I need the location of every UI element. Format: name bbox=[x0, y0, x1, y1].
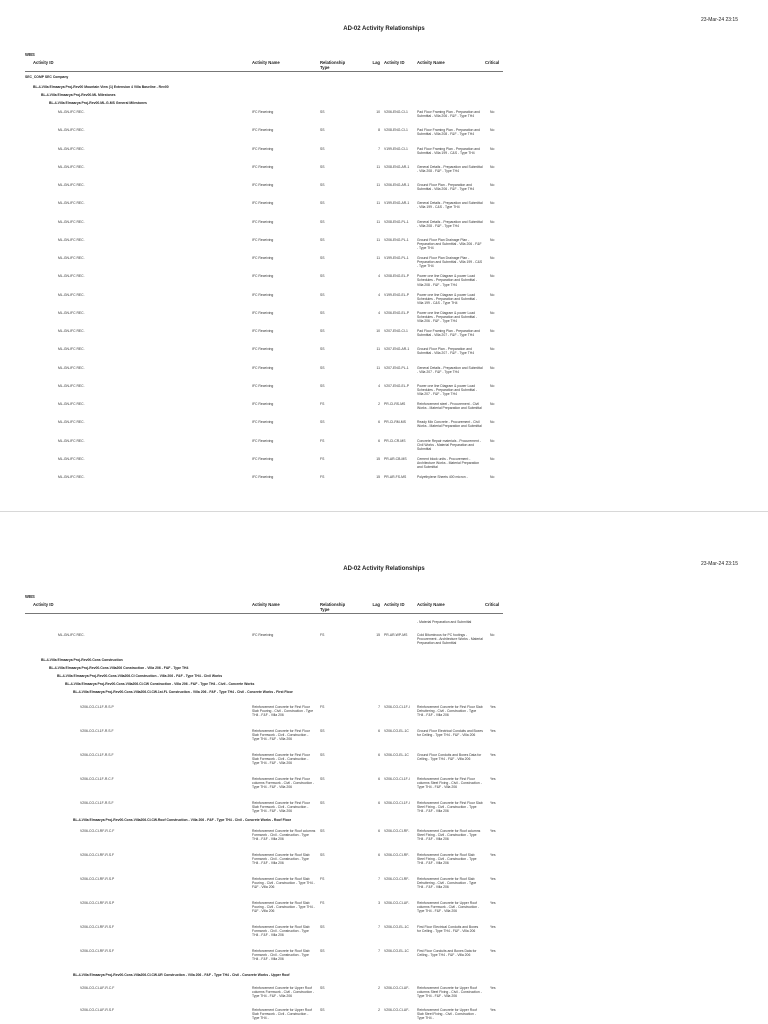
activity-name-cell: IFC Receiving bbox=[252, 146, 274, 151]
activity-name-cell: Reinforcement Concrete for Upper Roof columns Formwork - Civil - Construction - Type TH4 - F&F - Villa 206 bbox=[252, 986, 315, 999]
lag-cell: 11 bbox=[376, 201, 380, 206]
related-activity-id-cell: V206-CO-CI-1F-I bbox=[384, 777, 410, 781]
critical-cell: Yes bbox=[490, 949, 496, 953]
activity-name-cell: Reinforcement Concrete for Roof Slab Formwork - Civil - Construction - Type TH4 - F&F - Villa 206 bbox=[252, 925, 310, 938]
related-activity-id-cell: V206-CO-EL-1C bbox=[384, 753, 409, 757]
activity-name-cell: IFC Receiving bbox=[252, 365, 274, 370]
activity-id-cell: V206-CO-CI-RF-R.S.P bbox=[80, 901, 115, 905]
critical-cell: Yes bbox=[490, 705, 496, 709]
col-activity-name-2: Activity Name bbox=[417, 60, 445, 65]
activity-id-cell: ML-GN-IFC REC. bbox=[58, 402, 85, 406]
lag-cell: 4 bbox=[378, 383, 380, 388]
critical-cell: Yes bbox=[490, 829, 496, 833]
related-activity-name-cell: General Details - Preparation and Submittal - Villa 207 - F&F - Type TH4 bbox=[417, 365, 483, 374]
lag-cell: 11 bbox=[376, 256, 380, 260]
related-activity-id-cell: V206-CO-CI-UF- bbox=[384, 901, 410, 905]
wbs-group-heading: BL-4-Villa Elmaarya Proj-Rev00 Mountain View (1) Extension 4 Villa Baseline - Rev00 bbox=[33, 85, 169, 89]
related-activity-id-cell: V206-CO-CI-RF- bbox=[384, 829, 410, 833]
relationship-type-cell: SS bbox=[320, 383, 325, 388]
header-rule bbox=[25, 613, 503, 614]
critical-cell: No bbox=[490, 633, 495, 637]
related-activity-id-cell: PR-AR-CB-MS bbox=[384, 456, 407, 461]
activity-id-cell: V206-CO-CI-RF-R.S.F bbox=[80, 853, 115, 857]
activity-name-cell: Reinforcement Concrete for Roof Slab Pouring - Civil - Construction - Type TH4 - F&F - Villa 206 bbox=[252, 901, 315, 914]
critical-cell: No bbox=[490, 292, 495, 297]
critical-cell: Yes bbox=[490, 729, 496, 733]
lag-cell: 10 bbox=[376, 110, 380, 114]
related-activity-id-cell: V199-ENG-CI-1 bbox=[384, 146, 408, 151]
col-activity-id: Activity ID bbox=[33, 60, 54, 65]
wbs-group-heading: BL-4-Villa Elmaarya Proj-Rev00.Cons.Villa206.CI.CW.UR Construction - Villa 206 - F&F - Type TH4 - Civil - Concrete Works - Upper Roof bbox=[73, 973, 290, 977]
col-lag: Lag bbox=[372, 602, 380, 607]
relationship-type-cell: SS bbox=[320, 777, 325, 781]
activity-id-cell: ML-GN-IFC REC. bbox=[58, 219, 85, 224]
critical-cell: Yes bbox=[490, 901, 496, 905]
activity-id-cell: V206-CO-CI-RF-R.S.F bbox=[80, 949, 115, 953]
related-activity-name-cell: - Material Preparation and Submittal bbox=[417, 620, 472, 624]
relationship-type-cell: SS bbox=[320, 729, 325, 733]
related-activity-id-cell: V206-CO-EL-1C bbox=[384, 925, 409, 929]
activity-id-cell: ML-GN-IFC REC. bbox=[58, 329, 85, 333]
activity-name-cell: IFC Receiving bbox=[252, 383, 274, 388]
relationship-type-cell: SS bbox=[320, 274, 325, 279]
related-activity-id-cell: V206-CO-CI-1F-I bbox=[384, 801, 410, 805]
lag-cell: 11 bbox=[376, 365, 380, 370]
related-activity-name-cell: General Details - Preparation and Submittal - Villa 208 - F&F - Type TH4 bbox=[417, 164, 483, 173]
lag-cell: 4 bbox=[378, 292, 380, 297]
related-activity-id-cell: V206-ENG-PL-1 bbox=[384, 237, 409, 242]
activity-name-cell: IFC Receiving bbox=[252, 347, 274, 352]
related-activity-name-cell: First Floor Electrical Conduits and Boxes for Ceiling - Type TH4 - F&F - Villa 206 bbox=[417, 925, 479, 934]
lag-cell: 6 bbox=[378, 753, 380, 757]
report-title: AD-02 Activity Relationships bbox=[343, 566, 425, 572]
activity-id-cell: ML-GN-IFC REC. bbox=[58, 201, 85, 206]
related-activity-id-cell: V207-ENG-PL-1 bbox=[384, 365, 409, 370]
report-date: 23-Mar-24 23:15 bbox=[701, 561, 738, 567]
header-rule bbox=[25, 71, 503, 72]
related-activity-name-cell: First Floor Conduits and Boxes Data for Ceiling - Type TH4 - F&F - Villa 206 bbox=[417, 949, 477, 958]
activity-name-cell: IFC Receiving bbox=[252, 201, 274, 206]
critical-cell: Yes bbox=[490, 801, 496, 805]
relationship-type-cell: FS bbox=[320, 438, 325, 443]
col-activity-name: Activity Name bbox=[252, 602, 280, 607]
critical-cell: No bbox=[490, 128, 495, 133]
related-activity-id-cell: V208-ENG-PL-1 bbox=[384, 219, 409, 224]
critical-cell: No bbox=[490, 310, 495, 315]
critical-cell: Yes bbox=[490, 753, 496, 757]
related-activity-name-cell: Ground Floor Plan - Preparation and Submittal - Villa 206 - F&F - Type TH4 bbox=[417, 183, 475, 192]
relationship-type-cell: SS bbox=[320, 201, 325, 206]
activity-name-cell: IFC Receiving bbox=[252, 237, 274, 242]
critical-cell: No bbox=[490, 201, 495, 206]
relationship-type-cell: FS bbox=[320, 705, 325, 709]
activity-id-cell: ML-GN-IFC REC. bbox=[58, 292, 85, 297]
related-activity-id-cell: V207-ENG-EL-P bbox=[384, 383, 410, 388]
critical-cell: No bbox=[490, 219, 495, 224]
activity-id-cell: ML-GN-IFC REC. bbox=[58, 128, 85, 133]
activity-name-cell: Reinforcement Concrete for First Floor Slab Formwork - Civil - Construction - Type TH4 - F&F - Villa 206 bbox=[252, 753, 310, 766]
lag-cell: 10 bbox=[376, 329, 380, 333]
lag-cell: 7 bbox=[378, 146, 380, 151]
relationship-type-cell: SS bbox=[320, 110, 325, 114]
relationship-type-cell: SS bbox=[320, 164, 325, 169]
activity-id-cell: ML-GN-IFC REC. bbox=[58, 475, 85, 479]
lag-cell: 2 bbox=[378, 986, 380, 990]
related-activity-id-cell: V206-ENG-CI-1 bbox=[384, 110, 408, 114]
critical-cell: No bbox=[490, 347, 495, 352]
col-activity-id: Activity ID bbox=[33, 602, 54, 607]
relationship-type-cell: FS bbox=[320, 901, 325, 905]
lag-cell: 3 bbox=[378, 901, 380, 905]
related-activity-id-cell: PR-CI-CR-MS bbox=[384, 438, 406, 443]
relationship-type-cell: SS bbox=[320, 329, 325, 333]
wbs-group-heading: SEC_COMP SEC Company bbox=[25, 75, 69, 79]
activity-id-cell: ML-GN-IFC REC. bbox=[58, 633, 85, 637]
activity-id-cell: ML-GN-IFC REC. bbox=[58, 256, 85, 260]
activity-name-cell: Reinforcement Concrete for Roof Slab Formwork - Civil - Construction - Type TH4 - F&F - Villa 206 bbox=[252, 853, 310, 866]
activity-name-cell: IFC Receiving bbox=[252, 274, 274, 279]
related-activity-name-cell: Power one line Diagram & power Load Schedules - Preparation and Submittal - Villa 208 - F&F - Type TH4 bbox=[417, 274, 478, 287]
relationship-type-cell: SS bbox=[320, 237, 325, 242]
critical-cell: No bbox=[490, 420, 495, 425]
critical-cell: No bbox=[490, 274, 495, 279]
relationship-type-cell: SS bbox=[320, 949, 325, 953]
relationship-type-cell: FS bbox=[320, 633, 325, 637]
critical-cell: No bbox=[490, 475, 495, 479]
critical-cell: No bbox=[490, 402, 495, 406]
activity-id-cell: ML-GN-IFC REC. bbox=[58, 146, 85, 151]
related-activity-name-cell: Ground Floor Plan - Preparation and Submittal - Villa 207 - F&F - Type TH4 bbox=[417, 347, 475, 356]
critical-cell: Yes bbox=[490, 986, 496, 990]
related-activity-id-cell: V206-CO-EL-1C bbox=[384, 949, 409, 953]
activity-id-cell: ML-GN-IFC REC. bbox=[58, 456, 85, 461]
lag-cell: 11 bbox=[376, 219, 380, 224]
critical-cell: No bbox=[490, 183, 495, 187]
relationship-type-cell: SS bbox=[320, 128, 325, 133]
lag-cell: 15 bbox=[376, 456, 380, 461]
related-activity-id-cell: V208-ENG-AR-1 bbox=[384, 164, 410, 169]
critical-cell: No bbox=[490, 365, 495, 370]
activity-name-cell: IFC Receiving bbox=[252, 310, 274, 315]
wbs-group-heading: BL-4-Villa Elmaarya Proj-Rev00.ML Milestones bbox=[41, 93, 116, 97]
relationship-type-cell: SS bbox=[320, 365, 325, 370]
relationship-type-cell: SS bbox=[320, 801, 325, 805]
relationship-type-cell: SS bbox=[320, 986, 325, 990]
wbs-group-heading: BL-4-Villa Elmaarya Proj-Rev00.ML.G-MS General Milestones bbox=[49, 101, 147, 105]
activity-id-cell: ML-GN-IFC REC. bbox=[58, 183, 85, 187]
related-activity-name-cell: Concrete Repair materials - Procurement - Civil Works - Material Preparation and Submittal bbox=[417, 438, 481, 451]
activity-name-cell: IFC Receiving bbox=[252, 183, 274, 187]
activity-name-cell: IFC Receiving bbox=[252, 219, 274, 224]
relationship-type-cell: FS bbox=[320, 402, 325, 406]
related-activity-name-cell: Cold Bituminous for PC footings - Procurement - Architecture Works - Material Preparation and Submittal bbox=[417, 633, 483, 646]
activity-id-cell: ML-GN-IFC REC. bbox=[58, 110, 85, 114]
related-activity-name-cell: Reinforcement Concrete for Roof Slab Steel Fixing - Civil - Construction - Type TH4 - F&F - Villa 206 bbox=[417, 853, 477, 866]
wbs-group-heading: BL-4-Villa Elmaarya Proj-Rev00.Cons.Villa206.CI Construction - Villa 206 - F&F - Type TH4 - Civil Works bbox=[57, 674, 223, 678]
activity-name-cell: Reinforcement Concrete for Roof Slab Formwork - Civil - Construction - Type TH4 - F&F - Villa 206 bbox=[252, 949, 310, 962]
critical-cell: No bbox=[490, 329, 495, 333]
lag-cell: 2 bbox=[378, 1008, 380, 1012]
activity-name-cell: Reinforcement Concrete for Roof Slab Pouring - Civil - Construction - Type TH4 - F&F - Villa 206 bbox=[252, 877, 315, 890]
related-activity-name-cell: Cement block units - Procurement - Architecture Works - Material Preparation and Submittal bbox=[417, 456, 480, 470]
activity-id-cell: V206-CO-CI-UF-R.C.F bbox=[80, 986, 115, 990]
activity-id-cell: V206-CO-CI-RF-R.S.P bbox=[80, 877, 115, 881]
related-activity-name-cell: Reinforcement Concrete for First Floor Slab Steel Fixing - Civil - Construction - Type TH4 - F&F - Villa 206 bbox=[417, 801, 483, 814]
activity-id-cell: V206-CO-CI-1F-R.S.F bbox=[80, 729, 114, 733]
critical-cell: Yes bbox=[490, 877, 496, 881]
critical-cell: No bbox=[490, 237, 495, 242]
activity-id-cell: ML-GN-IFC REC. bbox=[58, 420, 85, 425]
related-activity-id-cell: V206-CO-CI-RF- bbox=[384, 853, 410, 857]
related-activity-name-cell: Polyethylene Sheets 400 micron - bbox=[417, 475, 468, 479]
lag-cell: 4 bbox=[378, 274, 380, 279]
lag-cell: 6 bbox=[378, 438, 380, 443]
critical-cell: No bbox=[490, 456, 495, 461]
related-activity-name-cell: Pad Floor Framing Plan - Preparation and Submittal - Villa 208 - F&F - Type TH4 bbox=[417, 128, 480, 137]
related-activity-name-cell: Ground Floor Plan Drainage Plan - Preparation and Submittal - Villa 199 - C&S - Type TH4 bbox=[417, 256, 483, 269]
lag-cell: 8 bbox=[378, 128, 380, 133]
report-date: 23-Mar-24 23:15 bbox=[701, 17, 738, 23]
activity-name-cell: IFC Receiving bbox=[252, 633, 274, 637]
critical-cell: No bbox=[490, 438, 495, 443]
related-activity-name-cell: Power one line Diagram & power Load Schedules - Preparation and Submittal - Villa 199 - C&S - Type TH4 bbox=[417, 292, 478, 305]
activity-name-cell: IFC Receiving bbox=[252, 128, 274, 133]
lag-cell: 6 bbox=[378, 853, 380, 857]
lag-cell: 7 bbox=[378, 705, 380, 709]
col-activity-name: Activity Name bbox=[252, 60, 280, 65]
related-activity-name-cell: Reinforcement Concrete for First Floor Slab Dehuttering - Civil - Construction - Type TH4 - F&F - Villa 206 bbox=[417, 705, 483, 718]
activity-id-cell: V206-CO-CI-1F-R.S.F bbox=[80, 753, 114, 757]
relationship-type-cell: SS bbox=[320, 420, 325, 425]
lag-cell: 6 bbox=[378, 777, 380, 781]
relationship-type-cell: FS bbox=[320, 475, 325, 479]
related-activity-name-cell: Ground Floor Conduits and Boxes Data for Ceiling - Type TH4 - F&F - Villa 206 bbox=[417, 753, 482, 762]
activity-id-cell: V206-CO-CI-1F-R.S.P bbox=[80, 705, 114, 709]
related-activity-name-cell: Power one line Diagram & power Load Schedules - Preparation and Submittal - Villa 206 - F&F - Type TH4 bbox=[417, 310, 478, 324]
related-activity-name-cell: Ready Mix Concrete - Procurement - Civil Works - Material Preparation and Submittal bbox=[417, 420, 482, 429]
activity-name-cell: IFC Receiving bbox=[252, 475, 274, 479]
related-activity-name-cell: General Details - Preparation and Submittal - Villa 199 - C&S - Type TH4 bbox=[417, 201, 483, 210]
activity-name-cell: Reinforcement Concrete for First Floor Slab Pouring - Civil - Construction - Type TH4 - F&F - Villa 206 bbox=[252, 705, 314, 718]
activity-id-cell: ML-GN-IFC REC. bbox=[58, 365, 85, 370]
wbs-group-heading: BL-4-Villa Elmaarya Proj-Rev00.Cons.Villa206.CI.CW.1st.FL Construction - Villa 206 - F&F - Type TH4 - Civil - Concrete Works - First Floor bbox=[73, 690, 293, 694]
related-activity-name-cell: Reinforcement Concrete for Roof Slab Dehuttering - Civil - Construction - Type TH4 - F&F - Villa 206 bbox=[417, 877, 477, 890]
lag-cell: 2 bbox=[378, 402, 380, 406]
col-critical: Critical bbox=[485, 602, 500, 607]
lag-cell: 6 bbox=[378, 829, 380, 833]
related-activity-name-cell: Reinforcement Concrete for Upper Roof columns Steel Fixing - Civil - Construction - Type TH4 - F&F - Villa 206 bbox=[417, 986, 482, 999]
lag-cell: 11 bbox=[376, 237, 380, 242]
critical-cell: No bbox=[490, 383, 495, 388]
report-title: AD-02 Activity Relationships bbox=[343, 26, 425, 32]
related-activity-id-cell: V206-CO-CI-UF- bbox=[384, 986, 410, 990]
critical-cell: Yes bbox=[490, 925, 496, 929]
critical-cell: No bbox=[490, 256, 495, 260]
related-activity-name-cell: Ground Floor Electrical Conduits and Boxes for Ceiling - Type TH4 - F&F - Villa 206 bbox=[417, 729, 483, 738]
activity-name-cell: IFC Receiving bbox=[252, 402, 274, 406]
relationship-type-cell: SS bbox=[320, 753, 325, 757]
relationship-type-cell: SS bbox=[320, 183, 325, 187]
activity-name-cell: IFC Receiving bbox=[252, 256, 274, 260]
relationship-type-cell: SS bbox=[320, 853, 325, 857]
related-activity-id-cell: PR-CI-RM-MS bbox=[384, 420, 406, 425]
lag-cell: 7 bbox=[378, 877, 380, 881]
relationship-type-cell: SS bbox=[320, 829, 325, 833]
critical-cell: Yes bbox=[490, 777, 496, 781]
lag-cell: 7 bbox=[378, 925, 380, 929]
relationship-type-cell: SS bbox=[320, 219, 325, 224]
relationship-type-cell: FS bbox=[320, 877, 325, 881]
wbs-group-heading: BL-4-Villa Elmaarya Proj-Rev00.Cons.Villa206.CI.CW.Roof Construction - Villa 206 - F&F - Type TH4 - Civil - Concrete Works - Roof Floor bbox=[73, 818, 292, 822]
related-activity-id-cell: V199-ENG-EL-P bbox=[384, 292, 410, 297]
lag-cell: 11 bbox=[376, 347, 380, 352]
related-activity-id-cell: V206-CO-CI-RF- bbox=[384, 877, 410, 881]
related-activity-id-cell: V206-CO-CI-1F-I bbox=[384, 705, 410, 709]
activity-name-cell: Reinforcement Concrete for First Floor Slab Formwork - Civil - Construction - Type TH4 - F&F - Villa 206 bbox=[252, 729, 310, 742]
relationship-type-cell: SS bbox=[320, 347, 325, 352]
activity-id-cell: ML-GN-IFC REC. bbox=[58, 438, 85, 443]
related-activity-id-cell: V208-ENG-EL-P bbox=[384, 274, 410, 279]
related-activity-name-cell: Reinforcement Concrete for First Floor columns Steel Fixing - Civil - Construction - Type TH4 - F&F - Villa 206 bbox=[417, 777, 482, 790]
lag-cell: 11 bbox=[376, 164, 380, 169]
related-activity-id-cell: PR-AR-WP-MS bbox=[384, 633, 408, 637]
related-activity-name-cell: Ground Floor Plan Drainage Plan - Preparation and Submittal - Villa 206 - F&F - Type TH4 bbox=[417, 237, 482, 251]
wbs-header: WBS bbox=[25, 52, 35, 57]
related-activity-name-cell: Reinforcement Concrete for Upper Roof Slab Steel Fixing - Civil - Construction - Type TH4 - bbox=[417, 1008, 477, 1021]
lag-cell: 6 bbox=[378, 729, 380, 733]
lag-cell: 6 bbox=[378, 420, 380, 425]
related-activity-name-cell: Reinforcement steel - Procurement - Civil Works - Material Preparation and Submittal bbox=[417, 402, 482, 411]
activity-name-cell: IFC Receiving bbox=[252, 329, 274, 333]
col-activity-id-2: Activity ID bbox=[384, 60, 405, 65]
relationship-type-cell: FS bbox=[320, 456, 325, 461]
activity-id-cell: ML-GN-IFC REC. bbox=[58, 310, 85, 315]
related-activity-name-cell: Power one line Diagram & power Load Schedules - Preparation and Submittal - Villa 207 - F&F - Type TH4 bbox=[417, 383, 478, 397]
wbs-header: WBS bbox=[25, 594, 35, 599]
activity-name-cell: IFC Receiving bbox=[252, 420, 274, 425]
activity-name-cell: IFC Receiving bbox=[252, 292, 274, 297]
related-activity-id-cell: V207-ENG-AR-1 bbox=[384, 347, 410, 352]
activity-name-cell: IFC Receiving bbox=[252, 456, 274, 461]
critical-cell: Yes bbox=[490, 853, 496, 857]
related-activity-name-cell: Pad Floor Framing Plan - Preparation and Submittal - Villa 206 - F&F - Type TH4 bbox=[417, 110, 480, 119]
col-relationship-type: Relationship Type bbox=[320, 60, 346, 70]
col-relationship-type: Relationship Type bbox=[320, 602, 346, 612]
related-activity-id-cell: PR-AR-FS-MS bbox=[384, 475, 407, 479]
related-activity-name-cell: Pad Floor Framing Plan - Preparation and Submittal - Villa 207 - F&F - Type TH4 bbox=[417, 329, 480, 338]
activity-name-cell: IFC Receiving bbox=[252, 438, 274, 443]
related-activity-name-cell: Reinforcement Concrete for Upper Roof columns Formwork - Civil - Construction - Type TH4 - F&F - Villa 206 bbox=[417, 901, 480, 914]
col-lag: Lag bbox=[372, 60, 380, 65]
relationship-type-cell: SS bbox=[320, 1008, 325, 1012]
related-activity-name-cell: General Details - Preparation and Submittal - Villa 208 - F&F - Type TH4 bbox=[417, 219, 483, 228]
lag-cell: 4 bbox=[378, 310, 380, 315]
related-activity-name-cell: Reinforcement Concrete for Roof columns Steel Fixing - Civil - Construction - Type TH4 - F&F - Villa 206 bbox=[417, 829, 481, 842]
related-activity-id-cell: V206-ENG-EL-P bbox=[384, 310, 410, 315]
wbs-group-heading: BL-4-Villa Elmaarya Proj-Rev00.Cons Construction bbox=[41, 658, 123, 662]
activity-id-cell: ML-GN-IFC REC. bbox=[58, 164, 85, 169]
lag-cell: 6 bbox=[378, 801, 380, 805]
col-critical: Critical bbox=[485, 60, 500, 65]
activity-id-cell: V206-CO-CI-UF-R.S.F bbox=[80, 1008, 115, 1012]
critical-cell: No bbox=[490, 146, 495, 151]
lag-cell: 15 bbox=[376, 475, 380, 479]
relationship-type-cell: SS bbox=[320, 256, 325, 260]
activity-id-cell: V206-CO-CI-RF-R.S.F bbox=[80, 925, 115, 929]
activity-id-cell: V206-CO-CI-1F-R.C.F bbox=[80, 777, 114, 781]
related-activity-id-cell: V208-ENG-CI-1 bbox=[384, 128, 408, 133]
relationship-type-cell: SS bbox=[320, 146, 325, 151]
related-activity-id-cell: V207-ENG-CI-1 bbox=[384, 329, 408, 333]
wbs-group-heading: BL-4-Villa Elmaarya Proj-Rev00.Cons.Villa206 Construction - Villa 206 - F&F - Type TH4 bbox=[49, 666, 189, 670]
activity-id-cell: ML-GN-IFC REC. bbox=[58, 347, 85, 352]
activity-name-cell: Reinforcement Concrete for Upper Roof Slab Formwork - Civil - Construction - Type TH4 - bbox=[252, 1008, 312, 1021]
lag-cell: 11 bbox=[376, 183, 380, 187]
related-activity-id-cell: V206-ENG-AR-1 bbox=[384, 183, 410, 187]
related-activity-id-cell: V199-ENG-PL-1 bbox=[384, 256, 409, 260]
critical-cell: Yes bbox=[490, 1008, 496, 1012]
activity-name-cell: Reinforcement Concrete for First Floor columns Formwork - Civil - Construction - Type TH4 - F&F - Villa 206 bbox=[252, 777, 315, 790]
related-activity-id-cell: PR-CI-RS-MS bbox=[384, 402, 406, 406]
wbs-group-heading: BL-4-Villa Elmaarya Proj-Rev00.Cons.Villa206.CI.CW Construction - Villa 206 - F&F - Type TH4 - Civil - Concrete Works bbox=[65, 682, 255, 686]
activity-name-cell: Reinforcement Concrete for First Floor Slab Formwork - Civil - Construction - Type TH4 - F&F - Villa 206 bbox=[252, 801, 310, 814]
activity-id-cell: ML-GN-IFC REC. bbox=[58, 383, 85, 388]
related-activity-id-cell: V199-ENG-AR-1 bbox=[384, 201, 410, 206]
critical-cell: No bbox=[490, 164, 495, 169]
related-activity-id-cell: V206-CO-EL-1C bbox=[384, 729, 409, 733]
col-activity-id-2: Activity ID bbox=[384, 602, 405, 607]
related-activity-id-cell: V206-CO-CI-UF- bbox=[384, 1008, 410, 1012]
activity-id-cell: V206-CO-CI-1F-R.S.F bbox=[80, 801, 114, 805]
activity-name-cell: Reinforcement Concrete for Roof columns Formwork - Civil - Construction - Type TH4 - F&F - Villa 206 bbox=[252, 829, 316, 842]
lag-cell: 15 bbox=[376, 633, 380, 637]
activity-id-cell: ML-GN-IFC REC. bbox=[58, 237, 85, 242]
activity-name-cell: IFC Receiving bbox=[252, 164, 274, 169]
activity-name-cell: IFC Receiving bbox=[252, 110, 274, 114]
lag-cell: 7 bbox=[378, 949, 380, 953]
relationship-type-cell: SS bbox=[320, 292, 325, 297]
col-activity-name-2: Activity Name bbox=[417, 602, 445, 607]
activity-id-cell: ML-GN-IFC REC. bbox=[58, 274, 85, 279]
relationship-type-cell: SS bbox=[320, 310, 325, 315]
critical-cell: No bbox=[490, 110, 495, 114]
report-page-2 bbox=[0, 512, 768, 1024]
related-activity-name-cell: Pad Floor Framing Plan - Preparation and Submittal - Villa 199 - C&S - Type TH4 bbox=[417, 146, 480, 155]
activity-id-cell: V206-CO-CI-RF-R.C.F bbox=[80, 829, 115, 833]
relationship-type-cell: SS bbox=[320, 925, 325, 929]
